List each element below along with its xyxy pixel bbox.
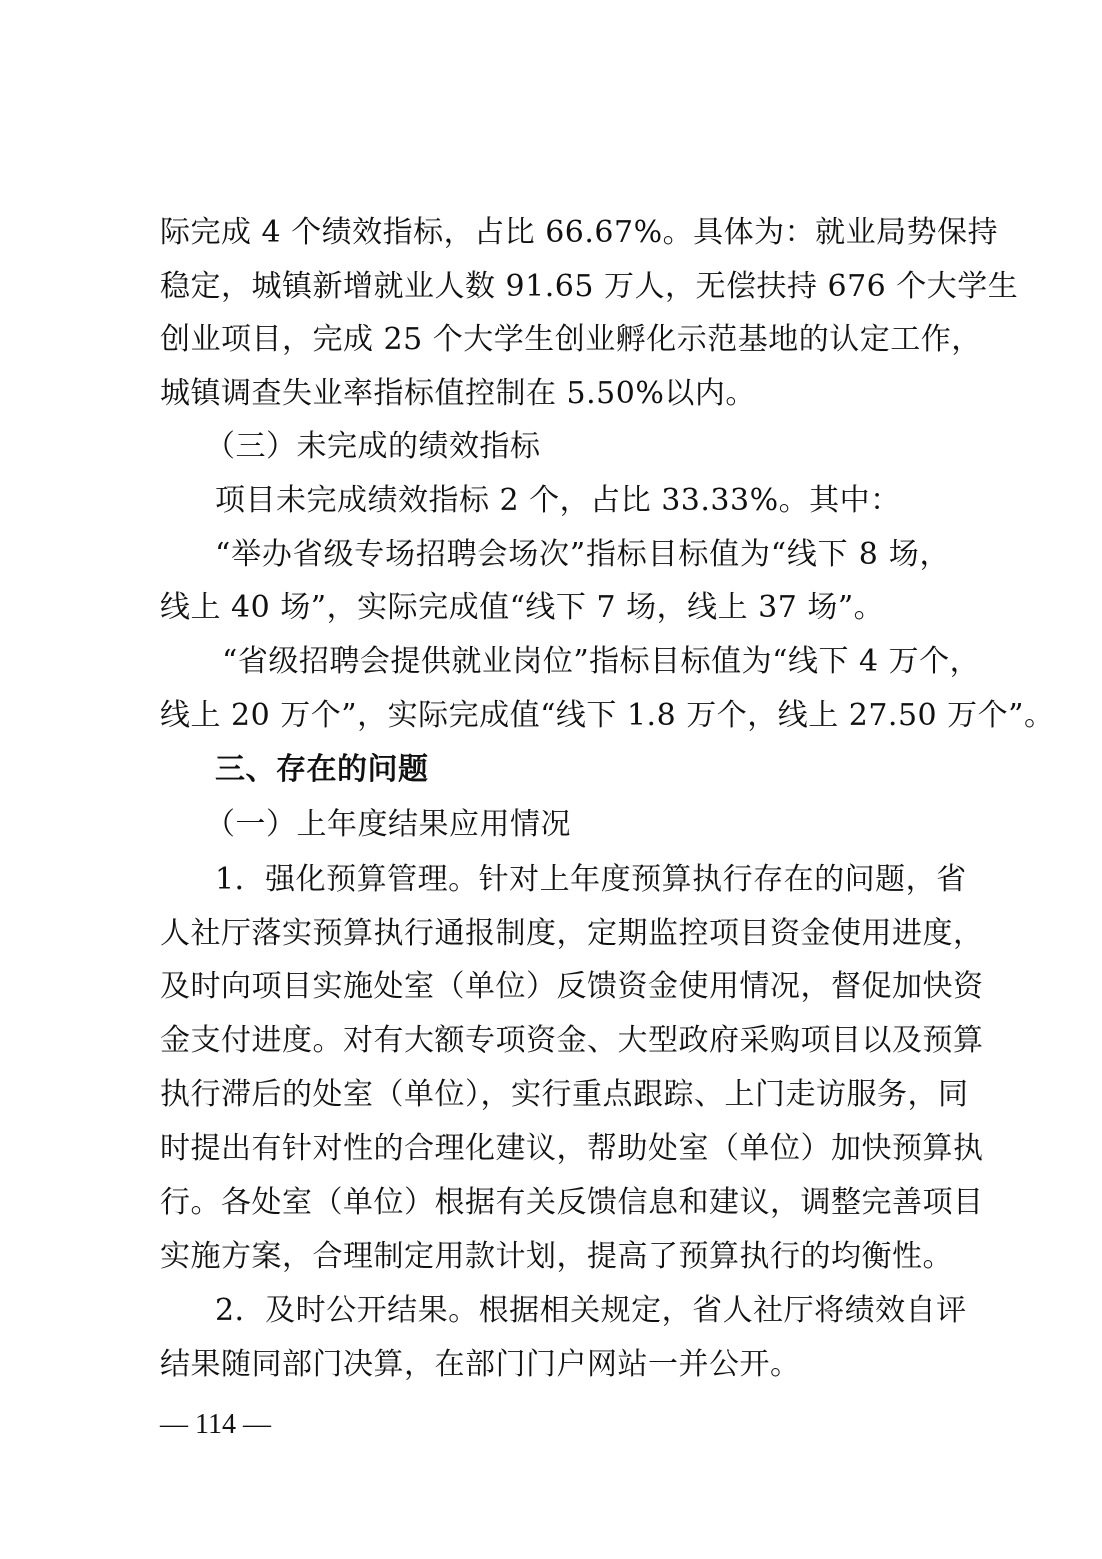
section-subheading: （三）未完成的绩效指标 xyxy=(205,429,541,464)
body-text-line: 金支付进度。对有大额专项资金、大型政府采购项目以及预算 xyxy=(160,1023,984,1058)
body-text-line: 时提出有针对性的合理化建议，帮助处室（单位）加快预算执 xyxy=(160,1131,984,1166)
section-heading: 三、存在的问题 xyxy=(215,752,429,787)
body-text-line: 线上 40 场”，实际完成值“线下 7 场，线上 37 场”。 xyxy=(160,590,885,625)
body-text-line: 结果随同部门决算，在部门门户网站一并公开。 xyxy=(160,1347,801,1382)
page-number: — 114 — xyxy=(160,1409,271,1440)
body-text-line: 1．强化预算管理。针对上年度预算执行存在的问题，省 xyxy=(215,862,967,897)
body-text-line: 2．及时公开结果。根据相关规定，省人社厅将绩效自评 xyxy=(215,1293,967,1328)
body-text-line: 际完成 4 个绩效指标，占比 66.67%。具体为：就业局势保持 xyxy=(160,215,999,250)
body-text-line: 项目未完成绩效指标 2 个，占比 33.33%。其中： xyxy=(215,483,901,518)
section-subheading: （一）上年度结果应用情况 xyxy=(205,807,571,842)
body-text-line: “举办省级专场招聘会场次”指标目标值为“线下 8 场， xyxy=(215,537,950,572)
body-text-line: 创业项目，完成 25 个大学生创业孵化示范基地的认定工作， xyxy=(160,322,982,357)
body-text-line: 稳定，城镇新增就业人数 91.65 万人，无偿扶持 676 个大学生 xyxy=(160,269,1019,304)
body-text-line: 城镇调查失业率指标值控制在 5.50%以内。 xyxy=(160,376,756,411)
body-text-line: 行。各处室（单位）根据有关反馈信息和建议，调整完善项目 xyxy=(160,1185,984,1220)
body-text-line: “省级招聘会提供就业岗位”指标目标值为“线下 4 万个， xyxy=(222,644,981,679)
body-text-line: 及时向项目实施处室（单位）反馈资金使用情况，督促加快资 xyxy=(160,969,984,1004)
body-text-line: 执行滞后的处室（单位），实行重点跟踪、上门走访服务，同 xyxy=(160,1077,969,1112)
body-text-line: 线上 20 万个”，实际完成值“线下 1.8 万个，线上 27.50 万个”。 xyxy=(160,698,1055,733)
body-text-line: 人社厅落实预算执行通报制度，定期监控项目资金使用进度， xyxy=(160,916,984,951)
body-text-line: 实施方案，合理制定用款计划，提高了预算执行的均衡性。 xyxy=(160,1239,953,1274)
